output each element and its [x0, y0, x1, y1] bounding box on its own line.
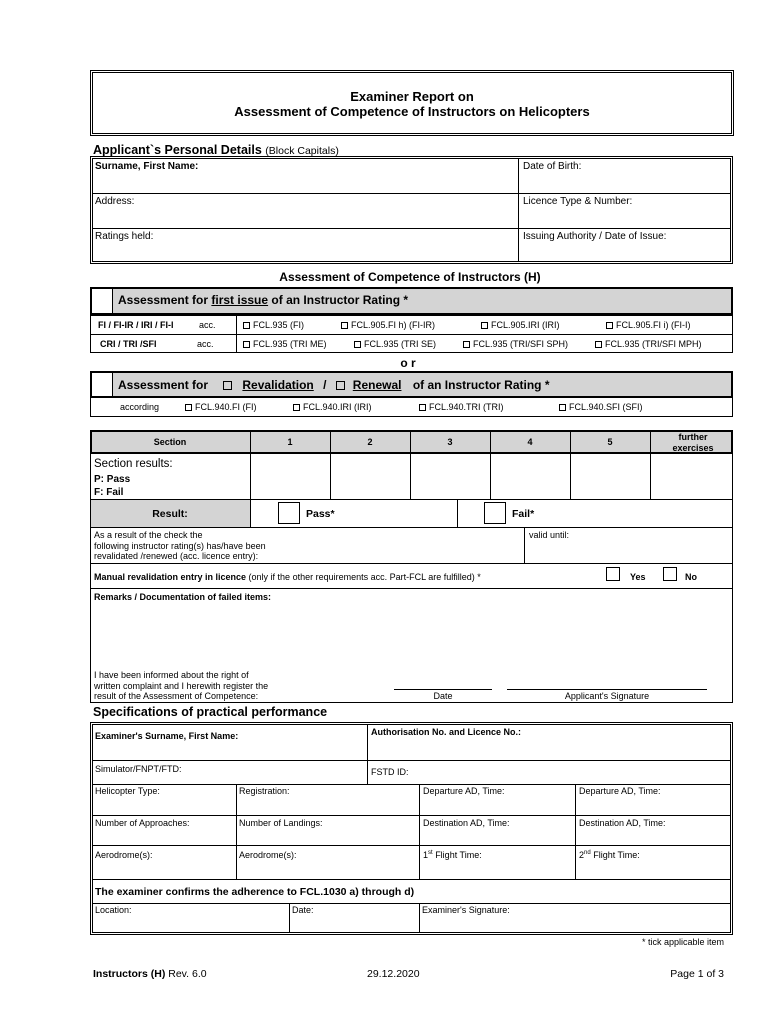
departure-2-field[interactable]: Departure AD, Time: [579, 786, 661, 796]
confirm-date-field[interactable]: Date: [292, 905, 314, 915]
aerodrome-1-field[interactable]: Aerodrome(s): [95, 850, 153, 860]
reval-option-4[interactable]: FCL.940.SFI (SFI) [559, 402, 643, 412]
title-line-2: Assessment of Competence of Instructors on Helicopters [234, 104, 590, 119]
section-col-1: 1 [287, 437, 293, 447]
fstd-id-field[interactable]: FSTD ID: [371, 767, 409, 777]
pass-key: P: Pass [94, 474, 131, 485]
further-exercises-label: further exercises [672, 432, 714, 453]
approaches-field[interactable]: Number of Approaches: [95, 818, 190, 828]
or-separator: o r [400, 356, 416, 370]
date-line [394, 689, 492, 690]
according-label: according [120, 402, 160, 412]
manual-revalidation-label: Manual revalidation entry in licence (only if the other requirements acc. Part-FCL are fulfilled) * [94, 572, 481, 582]
fail-label: Fail* [512, 508, 535, 520]
section-col-2: 2 [367, 437, 373, 447]
section-results-row [90, 453, 733, 500]
section-results-label: Section results: [94, 458, 173, 470]
assessment-heading: Assessment of Competence of Instructors (H) [279, 270, 541, 284]
reval-option-3[interactable]: FCL.940.TRI (TRI) [419, 402, 504, 412]
examiner-signature-field[interactable]: Examiner's Signature: [422, 905, 510, 915]
result-label: Result: [152, 508, 188, 520]
manual-no-label: No [685, 572, 697, 582]
renewal-option-checkbox[interactable] [336, 381, 345, 390]
address-field[interactable]: Address: [95, 196, 135, 207]
valid-until-field[interactable]: valid until: [529, 530, 570, 540]
authority-field[interactable]: Issuing Authority / Date of Issue: [523, 231, 667, 242]
fi-option-1[interactable]: FCL.935 (FI) [243, 320, 304, 330]
cri-option-4[interactable]: FCL.935 (TRI/SFI MPH) [595, 339, 702, 349]
section-col-4: 4 [527, 437, 533, 447]
landings-field[interactable]: Number of Landings: [239, 818, 323, 828]
title-line-1: Examiner Report on [350, 89, 474, 104]
manual-yes-checkbox[interactable] [606, 567, 620, 581]
reval-option-2[interactable]: FCL.940.IRI (IRI) [293, 402, 372, 412]
examiner-name-field[interactable]: Examiner's Surname, First Name: [95, 731, 239, 741]
pass-checkbox[interactable] [278, 502, 300, 524]
applicant-signature-label: Applicant's Signature [564, 691, 650, 701]
reval-option-1[interactable]: FCL.940.FI (FI) [185, 402, 257, 412]
revalidation-option-checkbox[interactable] [223, 381, 232, 390]
destination-1-field[interactable]: Destination AD, Time: [423, 818, 510, 828]
fi-option-2[interactable]: FCL.905.FI h) (FI-IR) [341, 320, 435, 330]
manual-yes-label: Yes [630, 572, 646, 582]
revalidation-checkbox[interactable] [91, 372, 113, 397]
personal-heading: Applicant`s Personal Details (Block Capitals) [93, 143, 339, 157]
pass-label: Pass* [306, 508, 335, 520]
applicant-date-label: Date [433, 691, 453, 701]
second-flight-time-field[interactable]: 2nd Flight Time: [579, 850, 640, 860]
fail-key: F: Fail [94, 487, 124, 498]
informed-text: I have been informed about the right of written complaint and I herewith register the result of the Assessment of Competence: [94, 670, 269, 701]
helicopter-type-field[interactable]: Helicopter Type: [95, 786, 160, 796]
fail-checkbox[interactable] [484, 502, 506, 524]
cri-option-3[interactable]: FCL.935 (TRI/SFI SPH) [463, 339, 568, 349]
specs-heading: Specifications of practical performance [93, 705, 328, 719]
confirm-text: The examiner confirms the adherence to FCL.1030 a) through d) [95, 886, 415, 898]
applicant-signature-line [507, 689, 707, 690]
personal-details-table [90, 156, 733, 264]
ratings-field[interactable]: Ratings held: [95, 231, 154, 242]
fi-row-label: FI / FI-IR / IRI / FI-I [98, 320, 174, 330]
title-box [90, 70, 734, 136]
location-field[interactable]: Location: [95, 905, 132, 915]
section-col-3: 3 [447, 437, 453, 447]
footer-page: Page 1 of 3 [670, 968, 724, 980]
section-label: Section [153, 437, 187, 447]
aerodrome-2-field[interactable]: Aerodrome(s): [239, 850, 297, 860]
remarks-label: Remarks / Documentation of failed items: [94, 592, 272, 602]
revalidated-text: As a result of the check the following instructor rating(s) has/have been revalidated /renewed (acc. licence entry): [94, 530, 266, 561]
fi-row-acc: acc. [199, 320, 216, 330]
manual-no-checkbox[interactable] [663, 567, 677, 581]
simulator-field[interactable]: Simulator/FNPT/FTD: [95, 764, 182, 774]
first-issue-label: Assessment for first issue of an Instructor Rating * [118, 293, 409, 307]
cri-option-1[interactable]: FCL.935 (TRI ME) [243, 339, 327, 349]
cri-row-label: CRI / TRI /SFI [100, 339, 157, 349]
surname-field[interactable]: Surname, First Name: [95, 161, 199, 172]
first-issue-checkbox[interactable] [91, 288, 113, 314]
cri-row-acc: acc. [197, 339, 214, 349]
dob-field[interactable]: Date of Birth: [523, 161, 582, 172]
destination-2-field[interactable]: Destination AD, Time: [579, 818, 666, 828]
cri-option-2[interactable]: FCL.935 (TRI SE) [354, 339, 436, 349]
footer-doc: Instructors (H) Rev. 6.0 [93, 968, 207, 980]
licence-field[interactable]: Licence Type & Number: [523, 196, 633, 207]
registration-field[interactable]: Registration: [239, 786, 290, 796]
footer-date: 29.12.2020 [367, 968, 420, 980]
first-flight-time-field[interactable]: 1st Flight Time: [423, 850, 482, 860]
departure-1-field[interactable]: Departure AD, Time: [423, 786, 505, 796]
section-col-5: 5 [607, 437, 613, 447]
tick-note: * tick applicable item [641, 937, 724, 947]
authorisation-field[interactable]: Authorisation No. and Licence No.: [371, 727, 522, 737]
fi-option-3[interactable]: FCL.905.IRI (IRI) [481, 320, 560, 330]
revalidation-label: Assessment for Revalidation / Renewal of an Instructor Rating * [118, 378, 550, 392]
fi-option-4[interactable]: FCL.905.FI i) (FI-I) [606, 320, 691, 330]
